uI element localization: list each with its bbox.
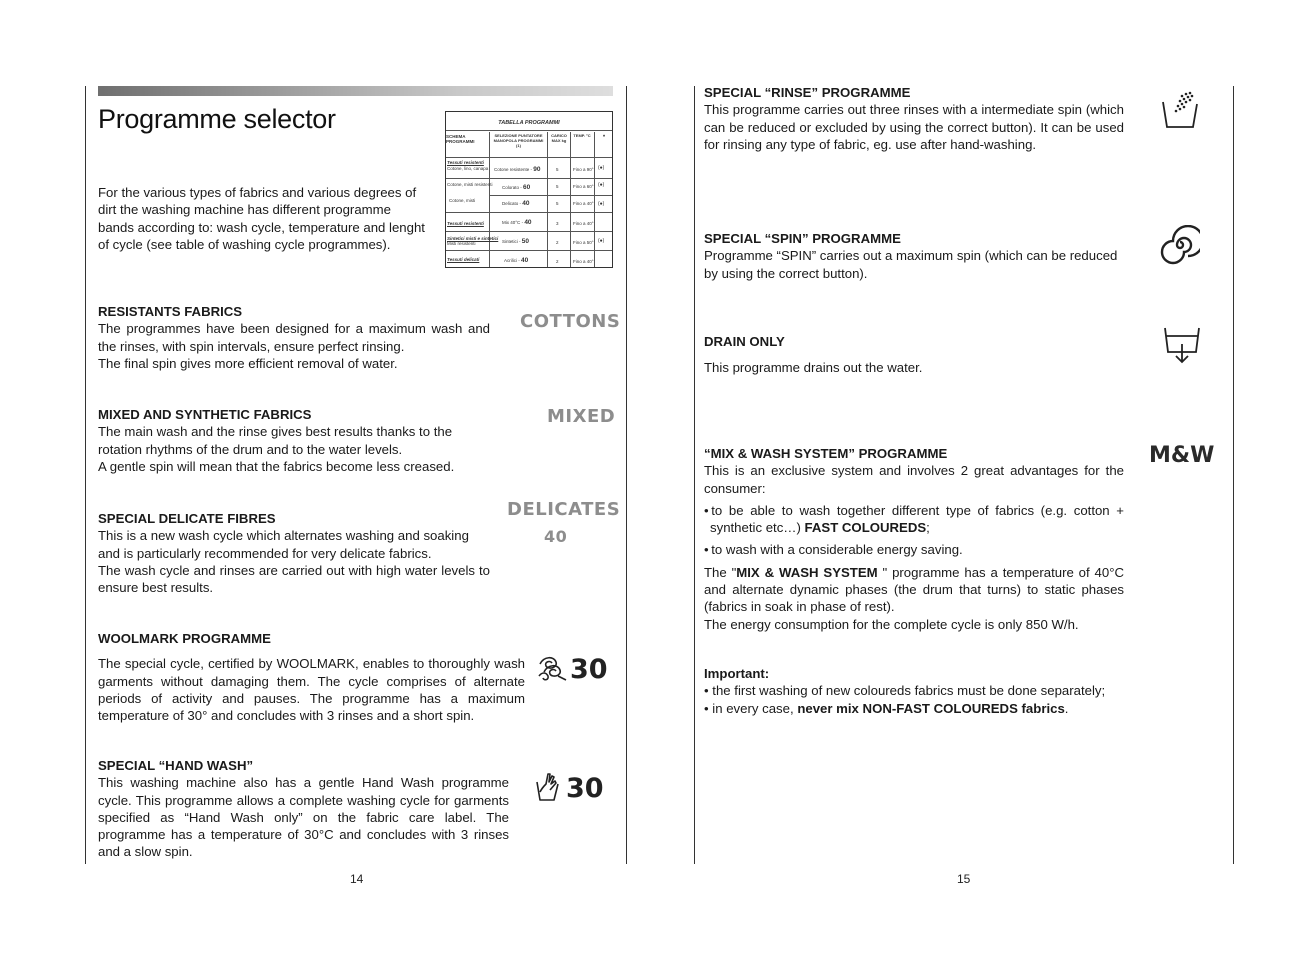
row-sub: Cotone, lino, canapa [447, 166, 489, 171]
row-load: 3 [556, 221, 559, 226]
important-line: • the first washing of new coloureds fabrics must be done separately; [704, 683, 1106, 699]
row-group: Tessuti delicati [447, 257, 480, 262]
section-delicates [98, 510, 490, 596]
section-important [704, 665, 1124, 717]
section-resistants [98, 303, 490, 372]
col-header-scheme: SCHEMA PROGRAMMI [446, 134, 475, 144]
right-page-right-border [1233, 86, 1234, 864]
section-heading: DRAIN ONLY [704, 334, 785, 349]
section-rinse [704, 84, 1124, 153]
row-selection: Cotone resistente - 90 [494, 166, 541, 173]
section-text-2: The energy consumption for the complete cycle is only 850 W/h. [704, 616, 1079, 632]
row-group: Sintetici misti e sintetici [447, 236, 499, 241]
row-temp: Fino a 40° [573, 259, 594, 264]
section-text: The programmes have been designed for a maximum wash and the rinses, with spin intervals, ensure perfect rinsing. [98, 321, 490, 354]
section-spin [704, 230, 1124, 282]
mixed-logo: MIXED [547, 406, 616, 427]
important-line: • in every case, never mix NON-FAST COLOUREDS fabrics. [704, 700, 1069, 716]
section-text-2: The wash cycle and rinses are carried out with high water levels to ensure best results. [98, 562, 490, 596]
spin-icon: (●) [598, 201, 605, 207]
rinse-icon [1160, 90, 1200, 130]
section-text: The special cycle, certified by WOOLMARK, enables to thoroughly wash garments without damaging them. The cycle comprises of alternate periods of activity and pauses. The programme has a maximum temperature of 30° and concludes with 3 rinses and a short spin. [98, 656, 525, 724]
row-load: 5 [556, 184, 559, 189]
section-hand-wash [98, 757, 509, 861]
section-text-2: A gentle spin will mean that the fabrics become less creased. [98, 458, 455, 474]
intro-paragraph [98, 184, 428, 253]
woolmark-icon [536, 654, 570, 684]
section-text: This washing machine also has a gentle Hand Wash programme cycle. This programme allows a complete washing cycle for garments specified as “Hand Wash only” on the fabric care label. The programme has a temperature of 30°C and concludes with 3 rinses and a slow spin. [98, 775, 509, 860]
mix-wash-logo: M&W [1149, 443, 1215, 468]
right-page-border [694, 86, 695, 864]
spin-icon: (●) [598, 238, 605, 244]
row-sub: Cotone, misti [449, 198, 476, 203]
section-text: Programme “SPIN” carries out a maximum spin (which can be reduced by using the correct button). [704, 248, 1118, 281]
bullet-item: • to be able to wash together different type of fabrics (e.g. cotton + synthetic etc…) FAST COLOUREDS; [704, 502, 1124, 536]
section-mix-wash [704, 445, 1124, 633]
section-text: The "MIX & WASH SYSTEM " programme has a temperature of 40°C and alternate dynamic phases (the drum that turns) to static phases (fabrics in soak in phase of rest). [704, 564, 1125, 615]
row-load: 5 [556, 201, 559, 206]
row-load: 2 [556, 259, 559, 264]
delicates-logo: DELICATES [507, 499, 621, 520]
row-load: 2 [556, 240, 559, 245]
important-heading: Important: [704, 666, 770, 681]
section-heading: WOOLMARK PROGRAMME [98, 631, 271, 646]
header-bar [98, 86, 613, 96]
woolmark-temp: 30 [570, 654, 608, 685]
left-page-right-border [626, 86, 627, 864]
row-selection: Colorato - 60 [502, 184, 531, 191]
row-group: Tessuti resistenti [447, 221, 484, 226]
section-text-2: The final spin gives more efficient removal of water. [98, 355, 398, 371]
row-sub: Misti resistenti [447, 241, 476, 246]
section-woolmark [98, 630, 525, 724]
col-header-spin: ♦ [602, 133, 606, 138]
cottons-logo: COTTONS [520, 311, 621, 332]
row-temp: Fino a 90° [573, 167, 594, 172]
page-number-right: 15 [957, 872, 971, 886]
row-selection: Sintetici - 50 [502, 238, 529, 245]
col-header-selection: SELEZIONE PUNTATORE MANOPOLA PROGRAMMI (1) [493, 133, 544, 148]
row-sub: Cotone, misti resistenti [447, 182, 493, 187]
row-group: Tessuti resistenti [447, 160, 484, 165]
section-intro: This is an exclusive system and involves 2 great advantages for the consumer: [704, 463, 1124, 496]
section-mixed [98, 406, 490, 475]
row-selection: Mix 40°C - 40 [502, 219, 532, 226]
section-heading: SPECIAL “HAND WASH” [98, 758, 254, 773]
section-text: This is a new wash cycle which alternates washing and soaking and is particularly recommended for very delicate fabrics. [98, 528, 469, 561]
row-selection: Acrilici - 40 [504, 257, 529, 264]
section-heading: SPECIAL DELICATE FIBRES [98, 511, 276, 526]
bullet-item: • to wash with a considerable energy saving. [704, 542, 963, 558]
section-drain [704, 333, 1124, 377]
table-title: TABELLA PROGRAMMI [498, 120, 560, 126]
programme-table [445, 111, 613, 268]
section-text: This programme drains out the water. [704, 360, 923, 376]
page-title: Programme selector [98, 104, 336, 134]
col-header-temp: TEMP. °C [573, 133, 591, 138]
section-text: This programme carries out three rinses with a intermediate spin (which can be reduced or excluded by using the correct button). It can be used for rinsing any type of fabric, eg. use after hand-washing. [704, 102, 1124, 152]
spin-icon: (●) [598, 165, 605, 171]
section-text: The main wash and the rinse gives best results thanks to the rotation rhythms of the drum and to the water levels. [98, 424, 453, 457]
section-heading: SPECIAL “SPIN” PROGRAMME [704, 231, 901, 246]
hand-wash-temp: 30 [566, 773, 604, 804]
page-number-left: 14 [350, 872, 364, 886]
row-load: 5 [556, 167, 559, 172]
spin-icon: (●) [598, 182, 605, 188]
row-temp: Fino a 40° [573, 201, 594, 206]
delicates-temp: 40 [544, 527, 568, 546]
row-temp: Fino a 50° [573, 240, 594, 245]
section-heading: “MIX & WASH SYSTEM” PROGRAMME [704, 446, 948, 461]
intro-text: For the various types of fabrics and various degrees of dirt the washing machine has different programme bands according to: wash cycle, temperature and lenght of cycle (see table of washing cycle programmes). [98, 185, 425, 252]
section-heading: RESISTANTS FABRICS [98, 304, 243, 319]
spin-icon [1160, 225, 1200, 265]
col-header-load: CARICO MAX kg [551, 133, 567, 143]
hand-wash-icon [534, 770, 564, 804]
left-page-border [85, 86, 86, 864]
row-temp: Fino a 60° [573, 184, 594, 189]
row-selection: Delicato - 40 [502, 200, 530, 207]
section-heading: SPECIAL “RINSE” PROGRAMME [704, 85, 911, 100]
section-heading: MIXED AND SYNTHETIC FABRICS [98, 407, 312, 422]
drain-icon [1162, 324, 1202, 366]
row-temp: Fino a 40° [573, 221, 594, 226]
